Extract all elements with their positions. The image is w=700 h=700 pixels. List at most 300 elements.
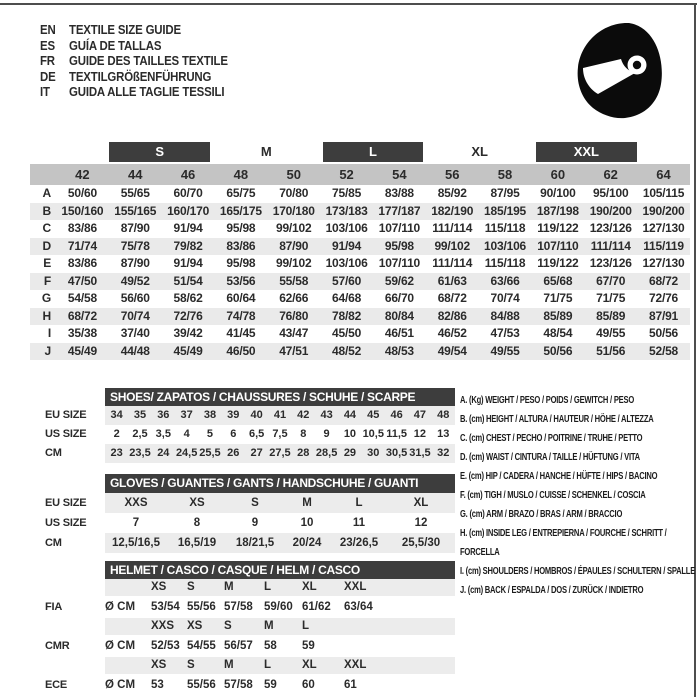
diameter-label: Ø CM: [105, 640, 136, 652]
cell: 64/68: [332, 291, 362, 305]
language-title: TEXTILE SIZE GUIDE: [69, 22, 181, 37]
cell: 111/114: [590, 238, 631, 253]
cell: 52: [339, 167, 354, 182]
cell: 3,5: [155, 428, 171, 440]
cell: 103/106: [325, 256, 368, 270]
cell: 59: [264, 679, 277, 691]
cell: 74/78: [226, 308, 256, 323]
diameter-label: Ø CM: [105, 601, 136, 613]
gloves-eu-values: [105, 493, 455, 513]
frame-top-border: [0, 3, 697, 5]
cell: XS: [151, 581, 167, 593]
cell: 60/64: [226, 291, 256, 305]
row-values: [56, 273, 690, 291]
cell: 115/118: [484, 256, 526, 270]
cell: 66/70: [384, 291, 414, 305]
cell: 87/90: [279, 238, 309, 253]
shoes-eu-row: [30, 406, 455, 425]
cell: 10: [300, 517, 314, 529]
row-values: [56, 343, 690, 361]
cell: 47/53: [490, 326, 520, 340]
cell: XL: [302, 581, 317, 593]
standard-label-fia: FIA: [45, 601, 63, 613]
row-label: EU SIZE: [45, 497, 87, 509]
cell: 36: [157, 409, 170, 421]
cell: 2: [113, 428, 120, 440]
cell: 72/76: [173, 308, 203, 323]
spacer: [30, 388, 105, 406]
spacer: [30, 474, 105, 493]
cell: M: [224, 581, 234, 593]
row-label: D: [42, 238, 51, 253]
cell: 48: [233, 167, 249, 182]
language-title-list: [40, 22, 304, 100]
cell: 115/118: [484, 221, 526, 235]
cell: 59/62: [384, 273, 414, 288]
cell: 25,5: [199, 447, 221, 459]
cell: 90/100: [540, 186, 576, 200]
cell: 35: [133, 409, 147, 421]
cell: 111/114: [432, 221, 473, 235]
cell: 48/54: [543, 326, 573, 340]
cell: 61/62: [302, 601, 331, 613]
cell: 10,5: [362, 428, 384, 440]
size-group-header-row: [30, 142, 690, 164]
cell: 62: [603, 167, 618, 182]
cell: 31,5: [409, 447, 431, 459]
cell: 23: [110, 447, 123, 459]
cell: 57/58: [224, 601, 253, 613]
language-code: IT: [40, 84, 50, 100]
cell: 111/114: [432, 256, 473, 270]
cell: 177/187: [378, 203, 421, 218]
cell: 63/64: [344, 601, 373, 613]
cell: 87/90: [120, 256, 150, 270]
legend-item-h: H. (cm) INSIDE LEG / ENTREPIERNA / FOURCHE / SCHRITT / FORCELLA: [460, 528, 667, 558]
cell: 57/58: [224, 679, 253, 691]
measurement-row-a: [30, 185, 690, 203]
helmet-fia-values: [151, 596, 455, 618]
cell: 23/26,5: [339, 537, 379, 549]
cell: 75/85: [332, 186, 362, 200]
cell: 4: [183, 428, 190, 440]
cell: 32: [437, 447, 450, 459]
size-group-xxl: XXL: [536, 142, 637, 162]
cell: 52/53: [151, 640, 180, 652]
cell: 6,5: [248, 428, 265, 440]
cell: 49/52: [120, 273, 150, 288]
cell: 72/76: [649, 291, 679, 305]
cell: 37: [180, 409, 193, 421]
cell: 91/94: [173, 221, 203, 235]
cell: 46/52: [437, 326, 467, 340]
cell: L: [302, 620, 310, 632]
cell: 187/198: [536, 203, 579, 218]
numeric-size-row: [30, 164, 690, 185]
cell: 46/50: [226, 343, 256, 358]
cell: 49/55: [490, 343, 520, 358]
cell: 12,5/16,5: [112, 537, 160, 549]
cell: 83/86: [67, 221, 97, 235]
cell: 41/45: [226, 326, 256, 340]
cell: 55/58: [279, 273, 309, 288]
cell: XS: [151, 659, 167, 671]
cell: 91/94: [332, 238, 362, 253]
size-group-s: S: [109, 142, 210, 162]
shoes-us-row: [30, 425, 455, 444]
cell: 51/54: [173, 273, 203, 288]
cell: 91/94: [173, 256, 203, 270]
language-title: GUÍA DE TALLAS: [69, 37, 162, 53]
cell: 64: [656, 167, 671, 182]
language-code: EN: [40, 22, 56, 37]
cell: 5: [206, 428, 214, 440]
language-row: [40, 53, 304, 69]
cell: 41: [273, 409, 287, 421]
cell: 59: [302, 640, 315, 652]
cell: 123/126: [589, 221, 632, 235]
row-label: CM: [45, 447, 62, 459]
cell: 53/56: [226, 273, 256, 288]
cell: L: [264, 581, 272, 593]
cell: 28,5: [315, 447, 338, 459]
cell: 46: [390, 409, 403, 421]
shoes-us-values: [105, 425, 455, 444]
helmet-ece-values: [151, 674, 455, 696]
cell: 49/54: [437, 343, 467, 358]
cell: S: [187, 659, 195, 671]
cell: 119/122: [537, 256, 579, 270]
cell: 47/51: [279, 343, 309, 358]
cell: XL: [413, 497, 429, 509]
cell: 53: [151, 679, 164, 691]
helmet-ece-sizes-row: [30, 657, 455, 674]
legend-item-c: C. (cm) CHEST / PECHO / POITRINE / TRUHE / PETTO: [460, 433, 643, 444]
cell: 107/110: [378, 221, 421, 235]
cell: 16,5/19: [177, 537, 217, 549]
cell: XS: [189, 497, 205, 509]
cell: 42: [75, 167, 90, 182]
cell: 53/54: [151, 601, 180, 613]
row-label: I: [47, 326, 51, 340]
row-label: CM: [45, 537, 62, 549]
spacer: [30, 579, 105, 596]
cell: 99/102: [275, 221, 312, 235]
cell: 44/48: [120, 343, 150, 358]
cell: 78/82: [332, 308, 362, 323]
cell: 55/56: [187, 679, 216, 691]
row-values: [56, 308, 690, 326]
cell: 46: [180, 167, 196, 182]
racing-helmet-icon: [570, 18, 670, 124]
cell: S: [224, 620, 232, 632]
row-values: [56, 290, 690, 308]
cell: 10: [343, 428, 357, 440]
cell: 190/200: [642, 203, 685, 218]
row-values: [56, 325, 690, 343]
cell: 71/75: [543, 291, 573, 305]
standard-label-cmr: CMR: [45, 640, 70, 652]
cell: 18/21,5: [235, 537, 275, 549]
size-group-m: M: [260, 144, 272, 159]
cell: XXS: [124, 497, 148, 509]
cell: 85/89: [543, 308, 573, 323]
helmet-cmr-values: [151, 635, 455, 657]
row-label: B: [42, 203, 51, 218]
row-label: F: [43, 273, 51, 288]
legend-item-e: E. (cm) HIP / CADERA / HANCHE / HÜFTE / HIPS / BACINO: [460, 471, 658, 482]
cell: 29: [343, 447, 357, 459]
cell: L: [355, 497, 363, 509]
cell: 12: [414, 517, 428, 529]
cell: 56: [444, 167, 460, 182]
size-group-l: L: [323, 142, 424, 162]
measurement-row-c: [30, 220, 690, 238]
cell: 119/122: [537, 221, 579, 235]
language-title: GUIDA ALLE TAGLIE TESSILI: [69, 84, 225, 100]
cell: 56/60: [120, 291, 150, 305]
spacer: [30, 618, 105, 635]
measurement-row-e: [30, 255, 690, 273]
cell: 95/98: [384, 238, 414, 253]
legend-item-i: I. (cm) SHOULDERS / HOMBROS / ÉPAULES / SCHULTERN / SPALLE: [460, 566, 696, 577]
cell: 20/24: [292, 537, 322, 549]
cell: 115/119: [643, 238, 684, 253]
cell: 35/38: [67, 326, 97, 340]
cell: M: [264, 620, 274, 632]
cell: 8: [300, 428, 307, 440]
cell: 24: [157, 447, 170, 459]
cell: 68/72: [649, 273, 679, 288]
cell: 26: [227, 447, 240, 459]
cell: 68/72: [437, 291, 467, 305]
cell: 39/42: [173, 326, 203, 340]
cell: 76/80: [279, 308, 309, 323]
cell: 47: [413, 409, 427, 421]
cell: 60/70: [173, 186, 203, 200]
cell: 48/53: [384, 343, 414, 358]
language-row: [40, 38, 304, 54]
cell: 47/50: [67, 273, 97, 288]
helmet-ece-values-row: [30, 674, 455, 696]
cell: 28: [297, 447, 310, 459]
cell: 54/55: [187, 640, 216, 652]
cell: 70/74: [490, 291, 520, 305]
cell: 23,5: [129, 447, 151, 459]
gloves-cm-values: [105, 533, 455, 553]
diameter-label: Ø CM: [105, 679, 136, 691]
helmet-ece-sizes: [151, 657, 455, 674]
spacer: [30, 142, 56, 164]
main-size-table: [30, 142, 690, 360]
cell: 83/86: [67, 256, 97, 270]
shoes-cm-row: [30, 444, 455, 463]
cell: 50/56: [649, 326, 679, 340]
gloves-size-table: [30, 474, 455, 553]
row-label: US SIZE: [45, 517, 87, 529]
cell: 11,5: [386, 428, 407, 440]
spacer: [105, 618, 151, 635]
cell: 2,5: [132, 428, 148, 440]
cell: XL: [302, 659, 317, 671]
legend-item-d: D. (cm) WAIST / CINTURA / TAILLE / HÜFTUNG / VITA: [460, 452, 640, 463]
legend-item-b: B. (cm) HEIGHT / ALTURA / HAUTEUR / HÖHE / ALTEZZA: [460, 414, 654, 425]
measurement-row-g: [30, 290, 690, 308]
cell: 6: [230, 428, 237, 440]
cell: 71/74: [67, 238, 97, 253]
cell: 182/190: [431, 203, 474, 218]
cell: S: [251, 497, 259, 509]
language-code: DE: [40, 68, 56, 84]
cell: 37/40: [120, 326, 150, 340]
helmet-cmr-sizes-row: [30, 618, 455, 635]
cell: 85/89: [596, 308, 626, 323]
cell: 30,5: [385, 447, 408, 459]
numeric-size-cells: [56, 164, 690, 185]
cell: 95/98: [226, 256, 256, 270]
cell: 43: [320, 409, 333, 421]
cell: 165/175: [219, 203, 262, 218]
cell: 84/88: [490, 308, 520, 323]
gloves-us-row: [30, 513, 455, 533]
cell: 27: [250, 447, 263, 459]
cell: 63/66: [490, 273, 520, 288]
cell: 45: [367, 409, 380, 421]
cell: 60: [302, 679, 315, 691]
row-label: E: [43, 256, 51, 270]
shoes-cm-values: [105, 444, 455, 463]
spacer: [56, 142, 106, 164]
cell: 25,5/30: [401, 537, 441, 549]
cell: 34: [110, 409, 123, 421]
cell: 150/160: [61, 203, 104, 218]
cell: 42: [297, 409, 310, 421]
cell: 57/60: [332, 273, 362, 288]
cell: 12: [413, 428, 427, 440]
cell: 55/65: [120, 186, 150, 200]
cell: 7,5: [272, 428, 288, 440]
cell: XXL: [344, 659, 367, 671]
cell: 45/50: [332, 326, 362, 340]
language-row: [40, 69, 304, 85]
legend-item-j: J. (cm) BACK / ESPALDA / DOS / ZURÜCK / INDIETRO: [460, 585, 644, 596]
gloves-section-header: GLOVES / GUANTES / GANTS / HANDSCHUHE / GUANTI: [105, 474, 455, 493]
cell: 56/57: [224, 640, 253, 652]
spacer: [30, 164, 56, 185]
cell: 87/95: [490, 186, 520, 200]
measurement-row-b: [30, 203, 690, 221]
cell: 65/75: [226, 186, 256, 200]
measurement-row-i: [30, 325, 690, 343]
cell: 99/102: [434, 238, 470, 253]
cell: 99/102: [275, 256, 312, 270]
spacer: [30, 657, 105, 674]
cell: 38: [203, 409, 217, 421]
cell: 54: [392, 167, 407, 182]
cell: S: [187, 581, 195, 593]
helmet-fia-values-row: [30, 596, 455, 618]
cell: 103/106: [484, 238, 527, 253]
measurement-legend: [460, 391, 696, 600]
cell: 62/66: [279, 291, 309, 305]
cell: 7: [132, 517, 140, 529]
cell: 83/88: [384, 186, 414, 200]
cell: 59/60: [264, 601, 293, 613]
cell: 67/70: [596, 273, 626, 288]
gloves-us-values: [105, 513, 455, 533]
language-title: TEXTILGRÖßENFÜHRUNG: [69, 68, 212, 84]
cell: 68/72: [67, 308, 97, 323]
cell: 48: [437, 409, 450, 421]
cell: 173/183: [325, 203, 368, 218]
helmet-section-header: HELMET / CASCO / CASQUE / HELM / CASCO: [105, 561, 455, 579]
cell: 155/165: [114, 203, 157, 218]
cell: 80/84: [384, 308, 414, 323]
row-label: EU SIZE: [45, 409, 87, 421]
row-values: [56, 255, 690, 273]
cell: 127/130: [642, 256, 685, 270]
language-row: [40, 84, 304, 100]
cell: 43/47: [279, 326, 309, 340]
helmet-fia-sizes-row: [30, 579, 455, 596]
measurement-row-f: [30, 273, 690, 291]
helmet-fia-sizes: [151, 579, 455, 596]
cell: 50/56: [543, 343, 573, 358]
cell: 105/115: [642, 186, 685, 200]
cell: 8: [193, 517, 201, 529]
cell: 9: [251, 517, 259, 529]
cell: 58: [497, 167, 513, 182]
cell: 170/180: [272, 203, 315, 218]
row-label: A: [42, 186, 51, 200]
cell: 79/82: [173, 238, 203, 253]
row-label: J: [44, 343, 51, 358]
gloves-eu-row: [30, 493, 455, 513]
cell: 95/100: [592, 186, 629, 200]
cell: 48/52: [332, 343, 362, 358]
cell: 27,5: [269, 447, 291, 459]
cell: 107/110: [378, 256, 421, 270]
row-label: H: [42, 308, 51, 323]
shoes-section-header: SHOES/ ZAPATOS / CHAUSSURES / SCHUHE / SCARPE: [105, 388, 455, 406]
cell: 95/98: [226, 221, 256, 235]
cell: 46/51: [384, 326, 414, 340]
cell: 24,5: [175, 447, 198, 459]
row-label: C: [42, 221, 51, 235]
cell: 44: [128, 167, 143, 182]
cell: 71/75: [596, 291, 626, 305]
cell: 39: [227, 409, 240, 421]
spacer: [640, 142, 690, 164]
cell: 127/130: [642, 221, 685, 235]
cell: 45/49: [67, 343, 97, 358]
language-code: ES: [40, 37, 55, 53]
cell: 51/56: [596, 343, 626, 358]
cell: 49/55: [596, 326, 626, 340]
gloves-cm-row: [30, 533, 455, 553]
measurement-row-d: [30, 238, 690, 256]
legend-item-g: G. (cm) ARM / BRAZO / BRAS / ARM / BRACCIO: [460, 509, 623, 520]
cell: 13: [437, 428, 450, 440]
row-values: [56, 203, 690, 221]
row-values: [56, 185, 690, 203]
cell: 54/58: [67, 291, 97, 305]
cell: 123/126: [589, 256, 632, 270]
cell: 70/74: [120, 308, 150, 323]
row-values: [56, 238, 690, 256]
cell: 50/60: [67, 186, 97, 200]
cell: 85/92: [437, 186, 467, 200]
